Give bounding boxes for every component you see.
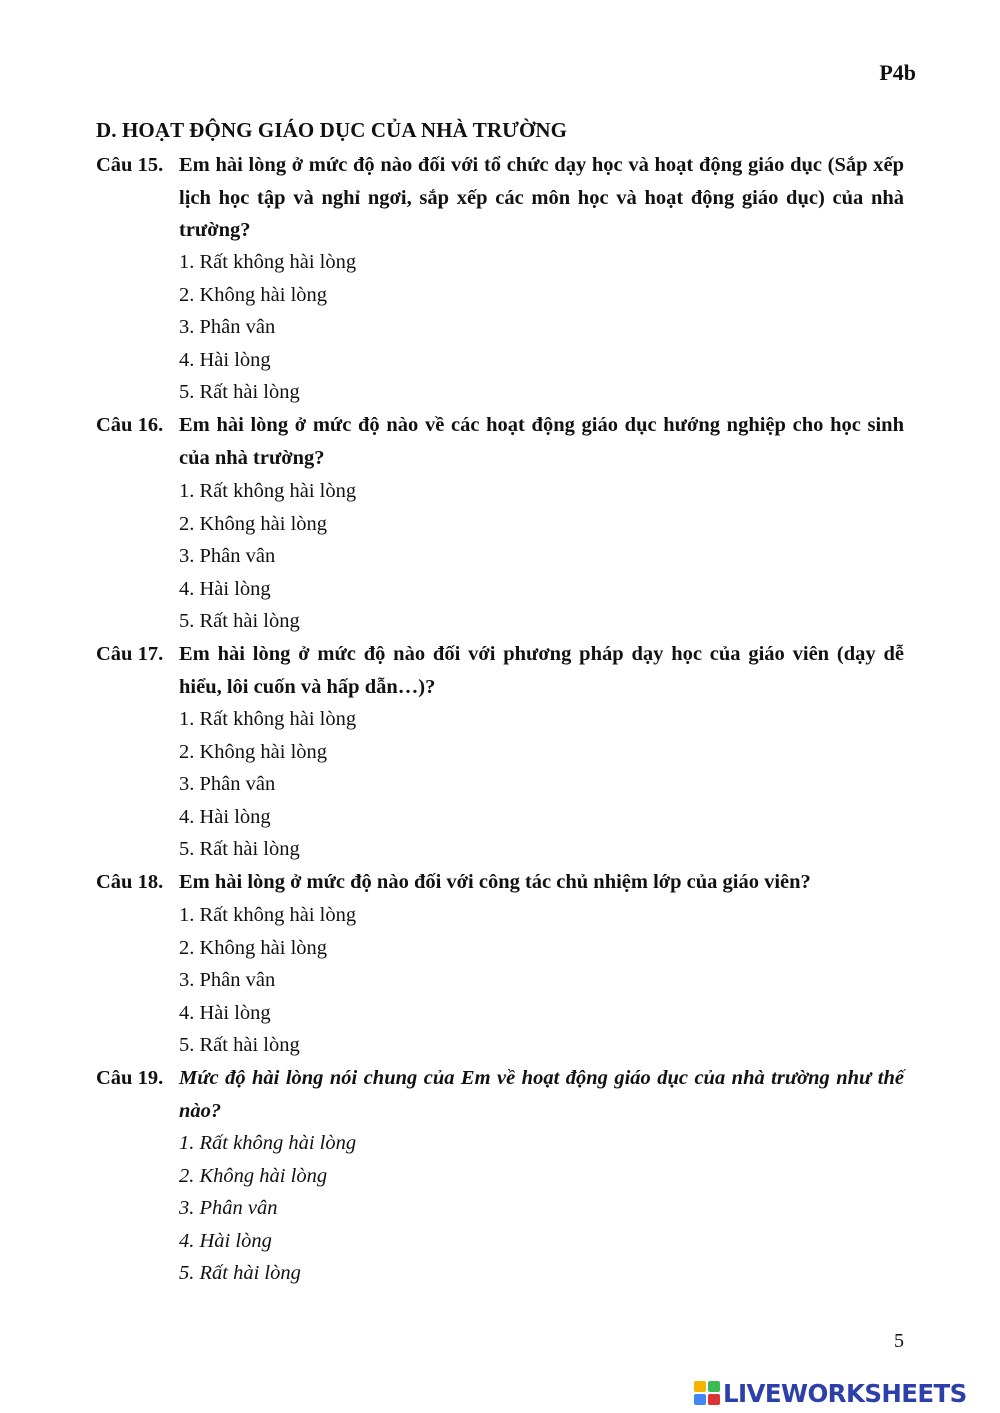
logo-square-yellow (694, 1381, 706, 1392)
option-item[interactable]: 3. Phân vân (179, 1197, 278, 1220)
option-item[interactable]: 1. Rất không hài lòng (179, 904, 357, 926)
question-16-text: Em hài lòng ở mức độ nào về các hoạt động giáo dục hướng nghiệp cho học sinh của nhà trường? (179, 414, 904, 469)
option-item[interactable]: 4. Hài lòng (179, 577, 271, 600)
option-item[interactable]: 3. Phân vân (179, 969, 276, 992)
logo-square-green (708, 1381, 720, 1392)
section-title: D. HOẠT ĐỘNG GIÁO DỤC CỦA NHÀ TRƯỜNG (96, 118, 568, 142)
option-item[interactable]: 4. Hài lòng (179, 1229, 272, 1252)
option-item[interactable]: 5. Rất hài lòng (179, 838, 300, 861)
liveworksheets-logo-icon (694, 1381, 720, 1405)
option-item[interactable]: 4. Hài lòng (179, 348, 271, 371)
option-item[interactable]: 1. Rất không hài lòng (179, 708, 357, 730)
option-item[interactable]: 5. Rất hài lòng (179, 381, 300, 404)
logo-square-blue (694, 1394, 706, 1405)
option-item[interactable]: 2. Không hài lòng (179, 1164, 328, 1187)
question-18-label: Câu 18. (96, 871, 164, 893)
option-item[interactable]: 4. Hài lòng (179, 1001, 271, 1024)
option-item[interactable]: 3. Phân vân (179, 316, 276, 339)
question-16-label: Câu 16. (96, 414, 164, 436)
option-item[interactable]: 2. Không hài lòng (179, 512, 328, 535)
option-item[interactable]: 3. Phân vân (179, 773, 276, 796)
brand-text: LIVEWORKSHEETS (723, 1378, 967, 1408)
page-code: P4b (879, 60, 916, 85)
option-item[interactable]: 5. Rất hài lòng (179, 1034, 300, 1057)
page-number: 5 (894, 1330, 904, 1352)
liveworksheets-brand[interactable] (694, 1379, 994, 1407)
option-item[interactable]: 1. Rất không hài lòng (179, 1132, 357, 1154)
question-15-options (179, 246, 356, 409)
question-19-label: Câu 19. (96, 1067, 164, 1089)
option-item[interactable]: 4. Hài lòng (179, 805, 271, 828)
question-19-text: Mức độ hài lòng nói chung của Em về hoạt động giáo dục của nhà trường như thế nào? (179, 1067, 904, 1122)
option-item[interactable]: 2. Không hài lòng (179, 936, 328, 959)
question-17-text: Em hài lòng ở mức độ nào đối với phương pháp dạy học của giáo viên (dạy dễ hiểu, lôi cuốn và hấp dẫn…)? (179, 643, 904, 698)
question-16-options (179, 475, 356, 638)
question-15-label: Câu 15. (96, 154, 164, 176)
option-item[interactable]: 1. Rất không hài lòng (179, 480, 357, 502)
option-item[interactable]: 5. Rất hài lòng (179, 610, 300, 633)
option-item[interactable]: 3. Phân vân (179, 545, 276, 568)
option-item[interactable]: 1. Rất không hài lòng (179, 251, 357, 273)
option-item[interactable]: 2. Không hài lòng (179, 740, 328, 763)
question-15-text: Em hài lòng ở mức độ nào đối với tổ chức dạy học và hoạt động giáo dục (Sắp xếp lịch học tập và nghỉ ngơi, sắp xếp các môn học và hoạt động giáo dục) của nhà trường? (179, 154, 904, 241)
logo-square-red (708, 1394, 720, 1405)
option-item[interactable]: 5. Rất hài lòng (179, 1262, 301, 1285)
question-19-options (179, 1127, 356, 1290)
question-17-options (179, 703, 356, 866)
question-18-options (179, 899, 356, 1062)
question-18-text: Em hài lòng ở mức độ nào đối với công tác chủ nhiệm lớp của giáo viên? (179, 871, 811, 893)
option-item[interactable]: 2. Không hài lòng (179, 283, 328, 306)
question-17-label: Câu 17. (96, 643, 164, 665)
